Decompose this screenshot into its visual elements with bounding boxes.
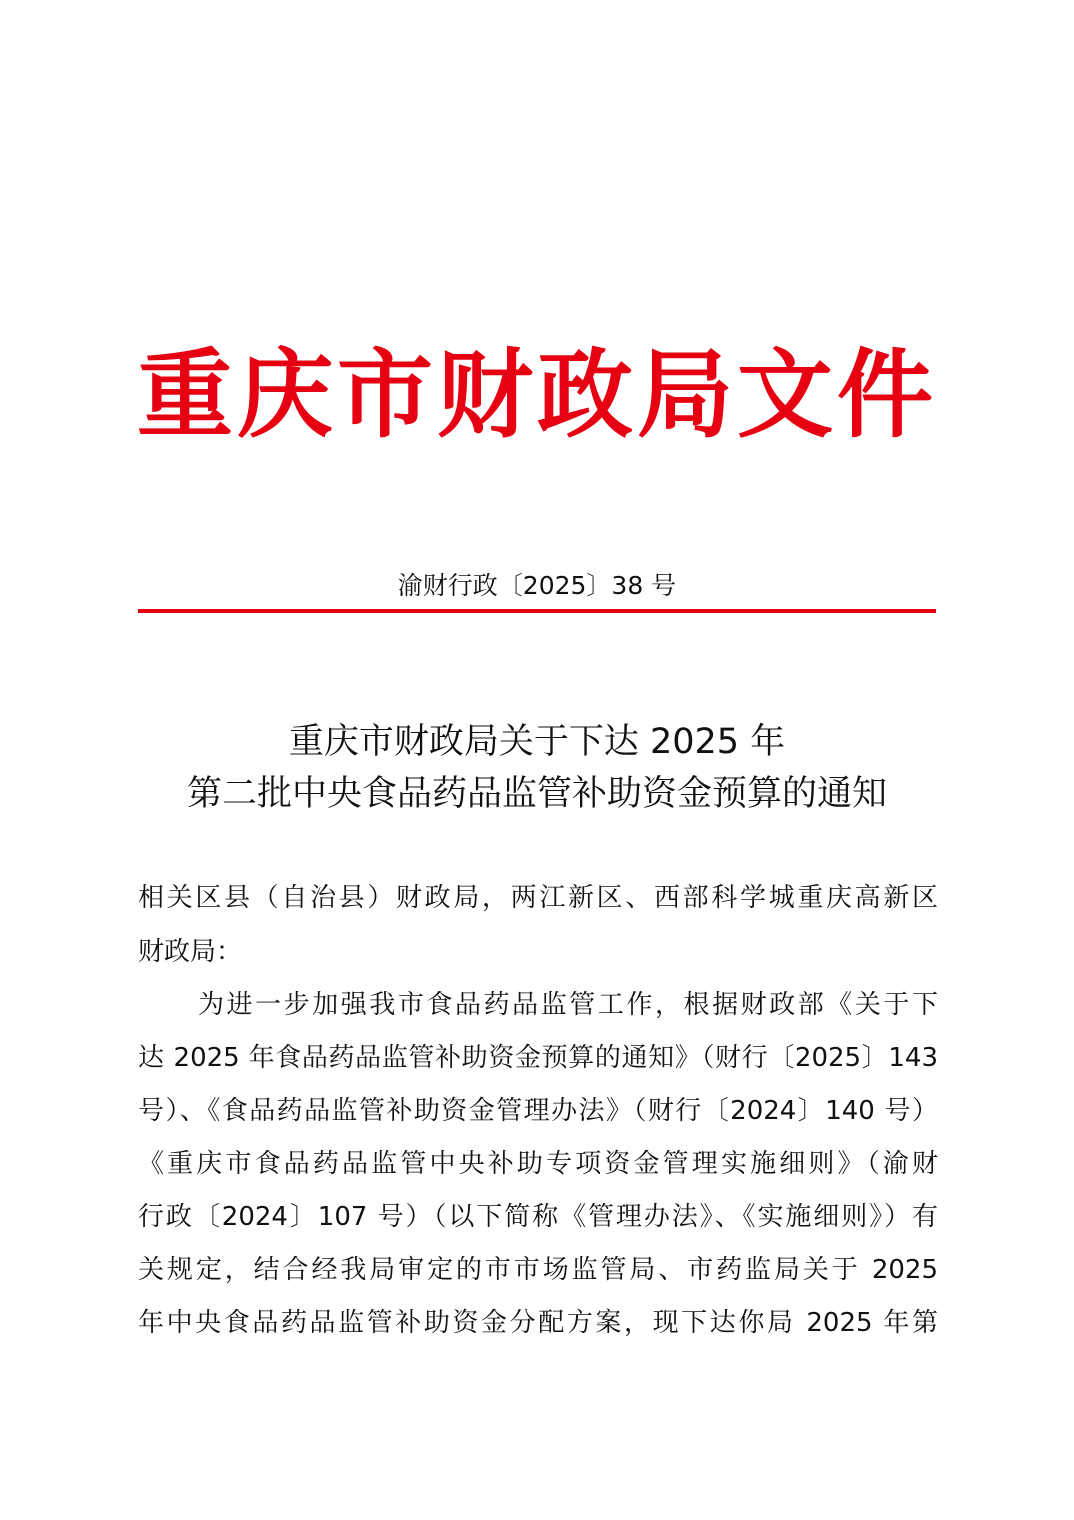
red-separator-line <box>138 609 936 613</box>
document-number: 渝财行政〔2025〕38 号 <box>397 571 677 600</box>
addressee-line-1: 相关区县（自治县）财政局，两江新区、西部科学城重庆高新区 <box>138 883 938 913</box>
body-line: 号）、《食品药品监管补助资金管理办法》（财行〔2024〕140 号） <box>138 1096 938 1126</box>
body-line: 行政〔2024〕107 号）（以下简称《管理办法》、《实施细则》）有 <box>138 1202 938 1232</box>
notice-title-line-1: 重庆市财政局关于下达 2025 年 <box>288 722 786 762</box>
body-line: 达 2025 年食品药品监管补助资金预算的通知》（财行〔2025〕143 <box>138 1043 938 1073</box>
addressee-line-2: 财政局： <box>138 937 243 967</box>
body-line: 《重庆市食品药品监管中央补助专项资金管理实施细则》（渝财 <box>138 1149 938 1179</box>
body-line: 关规定，结合经我局审定的市市场监管局、市药监局关于 2025 <box>138 1255 938 1285</box>
body-line: 为进一步加强我市食品药品监管工作，根据财政部《关于下 <box>198 990 938 1020</box>
masthead-title: 重庆市财政局文件 <box>137 338 937 451</box>
notice-title-line-2: 第二批中央食品药品监管补助资金预算的通知 <box>186 774 887 814</box>
body-line: 年中央食品药品监管补助资金分配方案，现下达你局 2025 年第 <box>138 1308 938 1338</box>
